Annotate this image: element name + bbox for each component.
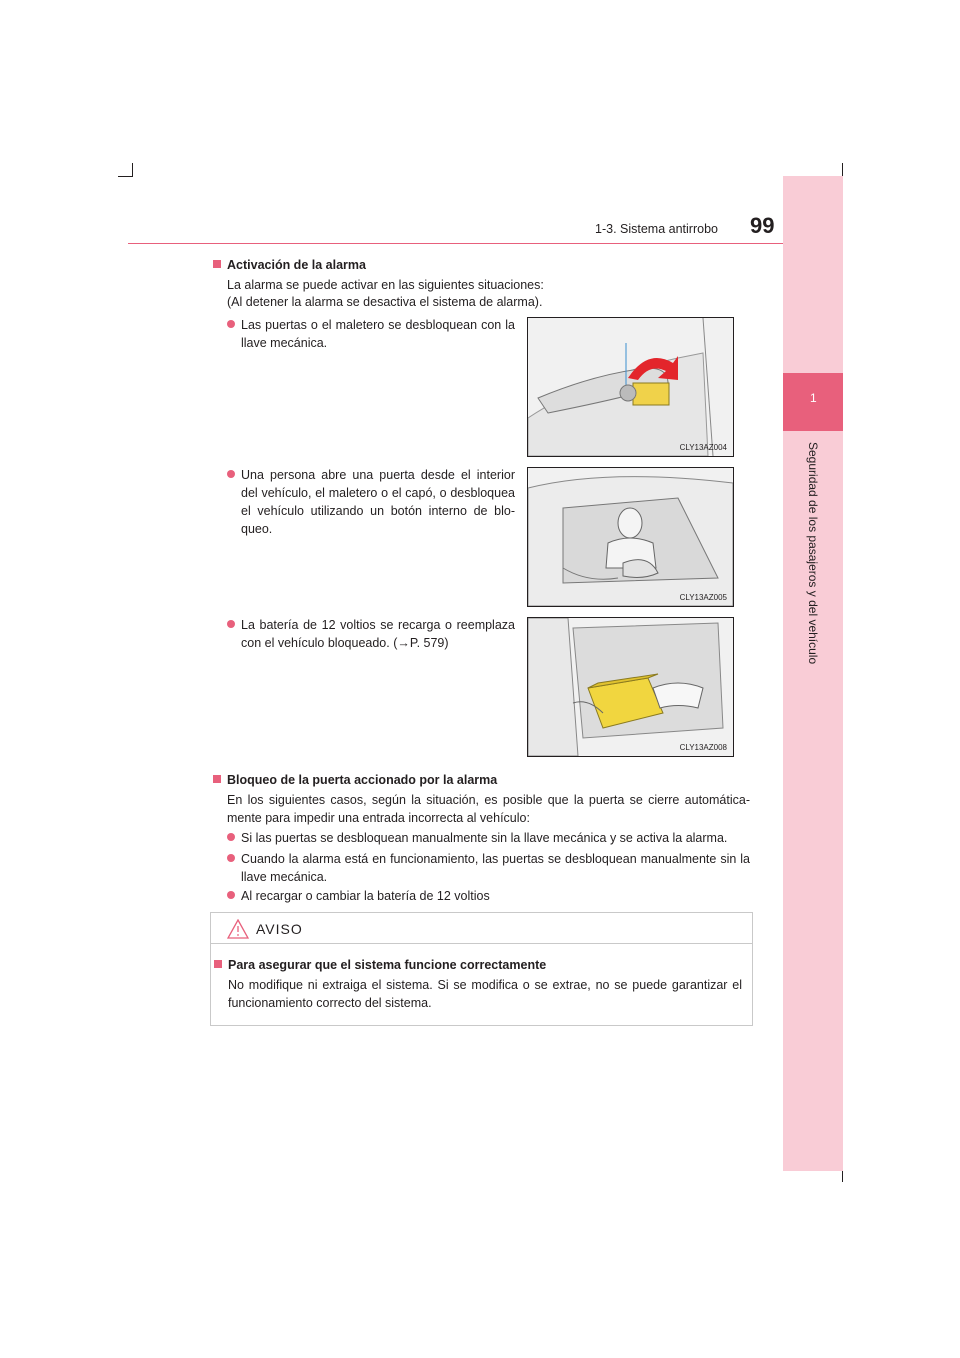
square-bullet-icon	[213, 260, 221, 268]
crop-mark	[132, 163, 133, 177]
warning-triangle-icon	[227, 919, 249, 939]
lock-heading	[213, 773, 497, 787]
square-bullet-icon	[214, 960, 222, 968]
list-item-text: Si las puertas se desbloquean manualmente sin la llave mecánica y se activa la alarma.	[241, 831, 728, 845]
lock-intro: En los siguientes casos, según la situación, es posible que la puerta se cierre automática-mente para impedir una entrada incorrecta al vehículo:	[227, 793, 750, 825]
header-rule	[128, 243, 783, 244]
figure-code: CLY13AZ005	[679, 593, 727, 602]
lock-heading-text: Bloqueo de la puerta accionado por la alarma	[227, 773, 498, 787]
list-item	[227, 829, 750, 847]
round-bullet-icon	[227, 470, 235, 478]
list-item-text: Una persona abre una puerta desde el interior del vehículo, el maletero o el capó, o desbloquea el vehículo utilizando un botón interno de blo-queo.	[241, 468, 515, 536]
round-bullet-icon	[227, 620, 235, 628]
warning-header	[211, 913, 752, 944]
crop-mark	[118, 176, 133, 177]
figure-code: CLY13AZ008	[679, 743, 727, 752]
list-item-text: Al recargar o cambiar la batería de 12 voltios	[241, 889, 490, 903]
battery-trunk-illustration	[527, 617, 734, 757]
warning-label: AVISO	[256, 921, 303, 937]
key-door-illustration	[527, 317, 734, 457]
page-number: 99	[750, 213, 775, 238]
warning-heading	[214, 958, 546, 972]
warning-text: No modifique ni extraiga el sistema. Si se modifica o se extrae, no se puede garantizar el funcionamiento correcto del sistema.	[228, 978, 742, 1010]
alarm-intro-1: La alarma se puede activar en las siguientes situaciones:	[227, 278, 544, 292]
list-item	[227, 466, 515, 538]
list-item	[227, 850, 750, 886]
round-bullet-icon	[227, 854, 235, 862]
round-bullet-icon	[227, 891, 235, 899]
chapter-number-badge	[783, 373, 843, 431]
figure-code: CLY13AZ004	[679, 443, 727, 452]
chapter-side-tab	[783, 176, 843, 1171]
alarm-heading-text: Activación de la alarma	[227, 258, 366, 272]
interior-person-illustration	[527, 467, 734, 607]
warning-box	[210, 912, 753, 1026]
list-item	[227, 616, 515, 652]
list-item	[227, 887, 750, 905]
square-bullet-icon	[213, 775, 221, 783]
alarm-intro-2: (Al detener la alarma se desactiva el sistema de alarma).	[227, 295, 543, 309]
list-item-text: Las puertas o el maletero se desbloquean con la llave mecánica.	[241, 318, 515, 350]
round-bullet-icon	[227, 320, 235, 328]
chapter-number: 1	[810, 391, 817, 405]
section-title: 1-3. Sistema antirrobo	[595, 222, 718, 236]
list-item-text: Cuando la alarma está en funcionamiento, las puertas se desbloquean manualmente sin la llave mecánica.	[241, 852, 750, 884]
alarm-heading	[213, 258, 366, 272]
list-item	[227, 316, 515, 352]
round-bullet-icon	[227, 833, 235, 841]
list-item-text: La batería de 12 voltios se recarga o reemplaza con el vehículo bloqueado. (→P. 579)	[241, 618, 515, 650]
chapter-title: Seguridad de los pasajeros y del vehículo	[806, 442, 820, 665]
warning-heading-text: Para asegurar que el sistema funcione correctamente	[228, 958, 547, 972]
